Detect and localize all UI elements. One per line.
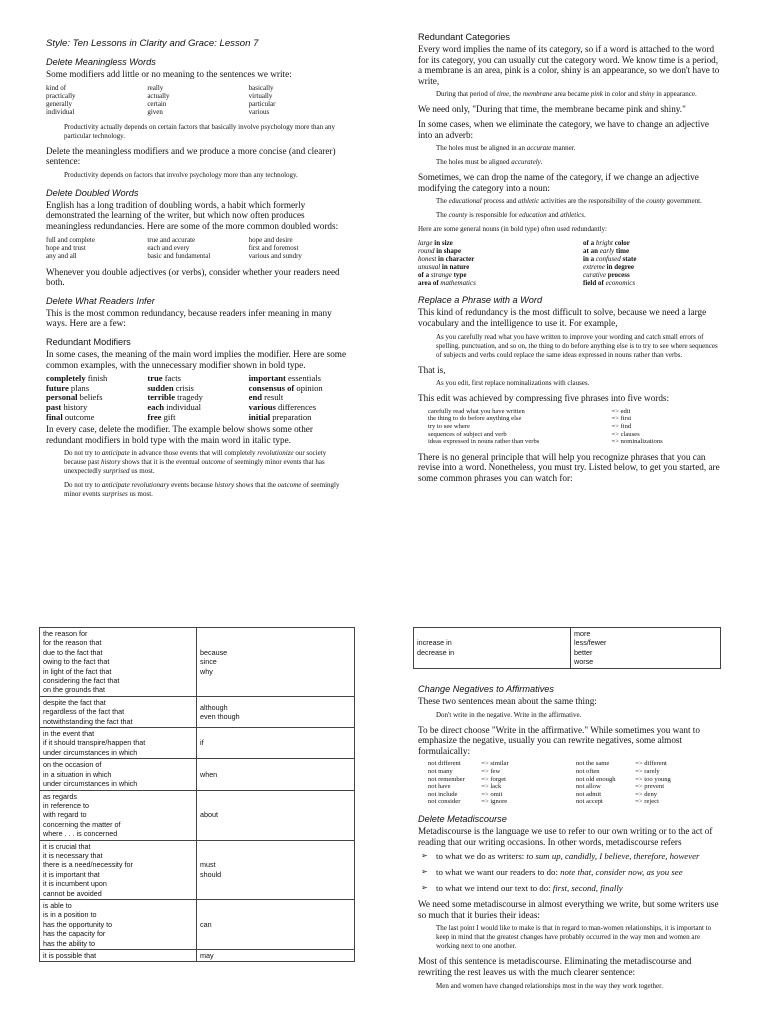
table-row: [40, 950, 355, 962]
phrase-long: ideas expressed in nouns rather than verbs: [428, 438, 540, 446]
phrase-line: has the opportunity to: [43, 919, 113, 929]
replacement-word: if: [200, 738, 204, 748]
heading-negatives: Change Negatives to Affirmatives: [418, 684, 555, 694]
phrase-short: => first: [611, 415, 632, 423]
meaningless-example-revised: Productivity depends on factors that involve psychology more than any technology.: [64, 170, 298, 179]
replacement-cell: [197, 728, 355, 759]
doubled-pair: first and foremost: [248, 243, 299, 252]
meaningless-word: particular: [248, 99, 276, 108]
bullet-item: ➢ to what we intend our text to do: first, second, finally: [421, 883, 623, 894]
phrase-line: it is crucial that: [43, 841, 91, 851]
noun-bold: process: [605, 271, 630, 280]
replacement-word: about: [200, 810, 218, 820]
modifier-bold: free: [147, 411, 162, 422]
phrase-line: in reference to: [43, 800, 89, 810]
categories-example-3: The holes must be aligned accurately.: [436, 158, 543, 167]
negative-cell: not accept: [575, 798, 603, 806]
phrase-line: under circumstances in which: [43, 747, 138, 757]
phrase-table-left: [39, 627, 355, 962]
phrase-line: for the reason that: [43, 638, 102, 648]
replacement-cell: [197, 790, 355, 840]
noun-bold: area of: [418, 279, 441, 288]
arrow-bullet-icon: ➢: [421, 883, 428, 893]
noun-bold: type: [451, 271, 467, 280]
meaningless-word: individual: [46, 107, 75, 116]
replacement-word: when: [200, 769, 218, 779]
heading-redundant-modifiers: Redundant Modifiers: [46, 336, 131, 347]
phrase-long: sequences of subject and verb: [428, 430, 507, 438]
phrase-line: on the grounds that: [43, 685, 105, 695]
negative-cell: => similar: [481, 760, 509, 768]
noun-item: [571, 247, 724, 255]
modifier-bold: sudden: [147, 382, 174, 393]
meaningless-word: given: [147, 107, 163, 116]
meaningless-intro: Some modifiers add little or no meaning to the sentences we write:: [46, 69, 292, 79]
modifier-bold: future: [46, 382, 69, 393]
negative-cell: not include: [428, 790, 458, 798]
replacement-cell: [197, 840, 355, 899]
negative-cell: => deny: [635, 790, 658, 798]
replacement-cell: [197, 759, 355, 790]
noun-bold: in size: [432, 239, 453, 248]
table-row: [40, 628, 355, 697]
noun-item: [418, 271, 571, 279]
noun-bold: at an: [583, 247, 600, 256]
modifier-list: [46, 374, 350, 422]
phrase-word-list: [428, 408, 724, 446]
meaningless-word: virtually: [248, 91, 273, 100]
phrase-line: owing to the fact that: [43, 657, 110, 667]
modifiers-intro: In some cases, the meaning of the main word implies the modifier. Here are some common examples, with the unnecessary modifier shown in bold type.: [46, 348, 347, 370]
bullet-item: ➢ to what we want our readers to do: note that, consider now, as you see: [421, 867, 683, 878]
doubled-after: Whenever you double adjectives (or verbs), consider whether your readers need both.: [46, 266, 340, 288]
meaningless-after: Delete the meaningless modifiers and we produce a more concise (and clearer) sentence:: [46, 145, 336, 167]
noun-item: [571, 239, 724, 247]
modifiers-example-2: Do not try to anticipate revolutionary events because history shows that the outcome of seemingly minor events surprises us most.: [64, 481, 340, 499]
phrase-cell: [40, 759, 197, 790]
negative-cell: not often: [575, 767, 600, 775]
table-row: [414, 628, 721, 669]
replace-after-2: There is no general principle that will help you recognize phrases that you can revise into a word. Nonetheless, you must try. Listed below, to get you started, are some common phrases you can watch for:: [418, 451, 720, 483]
phrase-cell: [414, 628, 571, 669]
negatives-intro: These two sentences mean about the same thing:: [418, 696, 597, 706]
modifier-word: history: [61, 401, 88, 412]
meaningless-word: really: [147, 83, 164, 92]
metadiscourse-example-1: The last point I would like to make is that in regard to man-women relationships, it is important to keep in mind that the greatest changes have probably occurred in the way men and women are working next to one another.: [436, 924, 712, 951]
modifier-word: crisis: [173, 382, 194, 393]
heading-replace-phrase: Replace a Phrase with a Word: [418, 295, 543, 306]
modifier-bold: completely: [46, 373, 86, 384]
noun-bold: in shape: [434, 247, 461, 256]
noun-italic: early: [599, 247, 615, 256]
modifier-word: facts: [162, 373, 181, 384]
categories-after-3: Sometimes, we can drop the name of the category, if we change an adjective modifying the category into a noun:: [418, 172, 699, 193]
table-row: [40, 899, 355, 949]
noun-item: [418, 247, 571, 255]
phrase-cell: [40, 628, 197, 697]
doubled-pair: any and all: [46, 251, 77, 260]
modifier-bold: true: [147, 373, 163, 384]
doubled-pair: hope and trust: [46, 243, 86, 252]
negatives-after: To be direct choose "Write in the affirmative." While sometimes you want to emphasize the negative, usually you can rewrite negatives, some almost formulaically:: [418, 724, 700, 756]
replace-that-is: That is,: [418, 364, 446, 375]
negative-cell: => lack: [481, 783, 502, 791]
modifiers-example-1: Do not try to anticipate in advance those events that will completely revolutionize our society because past history shows that it is the eventual outcome of seemingly minor events that has unexpectedly surprised us most.: [64, 449, 327, 476]
modifier-bold: initial: [248, 411, 271, 422]
heading-doubled-words: Delete Doubled Words: [46, 187, 139, 198]
replace-example-2: As you edit, first replace nominalizations with clauses.: [436, 379, 590, 388]
noun-italic: confused: [595, 255, 621, 264]
table-row: [40, 696, 355, 727]
phrase-line: decrease in: [417, 647, 455, 657]
noun-bold: of a: [583, 239, 596, 248]
phrase-line: due to the fact that: [43, 647, 103, 657]
noun-bold: field of: [583, 279, 606, 288]
replacement-word: should: [200, 869, 222, 879]
metadiscourse-example-2: Men and women have changed relationships most in the way they work together.: [436, 981, 663, 990]
replacement-cell: [197, 628, 355, 697]
doubled-pair: basic and fundamental: [147, 251, 211, 260]
noun-bold: in character: [436, 255, 475, 264]
modifier-bold: terrible: [147, 392, 176, 403]
negative-cell: not remember: [428, 775, 465, 783]
phrase-line: concerning the matter of: [43, 819, 121, 829]
negative-cell: not many: [428, 767, 453, 775]
meaningless-word: basically: [248, 83, 274, 92]
heading-meaningless-words: Delete Meaningless Words: [46, 57, 156, 67]
replacement-cell: [197, 950, 355, 962]
phrase-table-right: [413, 627, 721, 669]
replacement-word: more: [574, 629, 591, 638]
noun-italic: round: [418, 247, 435, 256]
noun-item: [418, 263, 571, 271]
doubled-pair: various and sundry: [248, 251, 302, 260]
modifier-item: [249, 413, 350, 423]
phrase-short: => edit: [611, 407, 631, 415]
categories-example-4: The educational process and athletic activities are the responsibility of the county government.: [436, 197, 702, 206]
noun-bold: in a: [583, 255, 596, 264]
noun-bold: time: [614, 247, 630, 256]
phrase-line: has the ability to: [43, 938, 95, 948]
negative-cell: => few: [481, 767, 501, 775]
left-column: [46, 38, 350, 504]
replacement-word: why: [200, 666, 213, 676]
table-row: [40, 759, 355, 790]
modifier-word: essentials: [285, 373, 321, 384]
negatives-list: [428, 760, 724, 806]
modifier-word: plans: [68, 382, 90, 393]
replacement-word: since: [200, 657, 217, 667]
phrase-line: in a situation in which: [43, 769, 112, 779]
negative-cell: not consider: [428, 798, 461, 806]
noun-italic: honest: [418, 255, 437, 264]
meaningless-word: generally: [46, 99, 73, 108]
noun-italic: large: [418, 239, 433, 248]
modifier-word: preparation: [270, 411, 312, 422]
modifier-bold: important: [248, 373, 286, 384]
phrase-line: the reason for: [43, 629, 88, 638]
meaningless-word: kind of: [46, 83, 67, 92]
negative-cell: not have: [428, 783, 451, 791]
categories-after-2: In some cases, when we eliminate the category, we have to change an adjective into an adverb:: [418, 118, 709, 140]
phrase-line: is in a position to: [43, 910, 97, 920]
replacement-word: less/fewer: [574, 638, 607, 648]
meaningless-word: various: [248, 107, 270, 116]
table-row: [40, 790, 355, 840]
phrase-short: => find: [611, 422, 632, 430]
noun-item: [571, 263, 724, 271]
doubled-word-list: [46, 236, 350, 260]
heading-redundant-categories: Redundant Categories: [418, 32, 510, 42]
arrow-bullet-icon: ➢: [421, 851, 428, 861]
table-row: [40, 840, 355, 899]
noun-bold: color: [612, 239, 630, 248]
document-title: Style: Ten Lessons in Clarity and Grace: Lesson 7: [46, 38, 259, 49]
phrase-long: try to see where: [428, 422, 470, 430]
modifier-bold: final: [46, 411, 63, 422]
doubled-pair: each and every: [147, 243, 190, 252]
categories-example-5: The county is responsible for education and athletics.: [436, 211, 586, 220]
negative-cell: => rarely: [635, 767, 660, 775]
modifier-word: outcome: [62, 411, 95, 422]
replace-after: This edit was achieved by compressing five phrases into five words:: [418, 393, 670, 404]
phrase-line: it is necessary that: [43, 850, 103, 860]
negative-cell: not allow: [575, 783, 601, 791]
replacement-word: because: [200, 647, 228, 657]
general-nouns-list: [418, 239, 724, 287]
replacement-word: even though: [200, 711, 240, 721]
modifier-bold: personal: [46, 392, 78, 403]
noun-bold: in nature: [440, 263, 470, 272]
phrase-line: with regard to: [43, 810, 87, 820]
phrase-cell: [40, 899, 197, 949]
replacement-word: worse: [574, 657, 594, 667]
phrase-cell: [40, 950, 197, 962]
noun-item: [418, 239, 571, 247]
noun-italic: strange: [430, 271, 452, 280]
heading-metadiscourse: Delete Metadiscourse: [418, 813, 507, 824]
modifier-word: differences: [275, 401, 317, 412]
phrase-line: notwithstanding the fact that: [43, 716, 133, 726]
replacement-word: better: [574, 647, 593, 657]
noun-italic: economics: [605, 279, 636, 288]
negative-cell: => reject: [635, 798, 659, 806]
replace-example-1: As you carefully read what you have written to improve your wording and catch small errors of spelling, punctuation, and so on, the thing to do before anything else is to try to see where sequences of subjects and verbs could replace the same ideas expressed in nouns rather than verbs.: [436, 332, 718, 359]
replacement-cell: [571, 628, 721, 669]
metadiscourse-bullets: [418, 851, 724, 893]
negative-cell: => ignore: [481, 798, 508, 806]
phrase-line: has the capacity for: [43, 929, 106, 939]
noun-italic: bright: [595, 239, 613, 248]
modifier-bold: consensus of: [248, 382, 295, 393]
negative-cell: not admit: [575, 790, 602, 798]
modifier-word: result: [262, 392, 284, 403]
phrase-cell: [40, 696, 197, 727]
replacement-word: may: [200, 951, 214, 960]
phrase-line: cannot be avoided: [43, 888, 102, 898]
meaningless-word: actually: [147, 91, 170, 100]
noun-italic: mathematics: [440, 279, 476, 288]
modifier-word: finish: [85, 373, 108, 384]
noun-item: [571, 279, 724, 287]
meaningless-word: certain: [147, 99, 167, 108]
modifier-word: gift: [161, 411, 176, 422]
modifiers-after: In every case, delete the modifier. The example below shows some other redundant modifiers in bold type with the main word in italic type.: [46, 424, 313, 445]
negative-cell: => omit: [481, 790, 503, 798]
phrase-line: where . . . is concerned: [43, 829, 118, 839]
noun-italic: extreme: [583, 263, 605, 272]
negative-cell: => too young: [635, 775, 671, 783]
negative-cell: => forget: [481, 775, 506, 783]
doubled-pair: full and complete: [46, 235, 95, 244]
infer-intro: This is the most common redundancy, because readers infer meaning in many ways. Here are a few:: [46, 307, 332, 329]
noun-item: [418, 279, 571, 287]
arrow-bullet-icon: ➢: [421, 867, 428, 877]
replacement-cell: [197, 696, 355, 727]
phrase-line: increase in: [417, 638, 452, 648]
phrase-cell: [40, 790, 197, 840]
modifier-word: opinion: [294, 382, 323, 393]
metadiscourse-intro: Metadiscourse is the language we use to refer to our own writing or to the act of reading that our writing occasions. In other words, metadiscourse refers: [418, 825, 713, 847]
right-column-lower: [418, 684, 724, 996]
noun-italic: curative: [583, 271, 606, 280]
modifier-item: [147, 413, 248, 423]
phrase-line: under circumstances in which: [43, 779, 138, 789]
doubled-pair: true and accurate: [147, 235, 196, 244]
nouns-intro: Here are some general nouns (in bold type) often used redundantly:: [418, 225, 607, 234]
meaningless-example: Productivity actually depends on certain factors that basically involve psychology more than any particular technology.: [64, 122, 335, 140]
categories-example-2: The holes must be aligned in an accurate manner.: [436, 144, 576, 153]
phrase-line: it is incumbent upon: [43, 879, 107, 889]
right-column: [418, 32, 724, 487]
noun-italic: unusual: [418, 263, 441, 272]
noun-bold: in degree: [604, 263, 634, 272]
replacement-word: can: [200, 919, 212, 929]
heading-readers-infer: Delete What Readers Infer: [46, 295, 155, 306]
modifier-bold: end: [248, 392, 263, 403]
meaningless-word: practically: [46, 91, 76, 100]
categories-intro: Every word implies the name of its category, so if a word is attached to the word for its category, you can usually cut the category word. We know time is a period, a membrane is an area, pink is a color, shiny is an appearance, so we don't have to write,: [418, 44, 720, 86]
noun-item: [571, 255, 724, 263]
modifier-bold: each: [147, 401, 165, 412]
noun-bold: of a: [418, 271, 431, 280]
noun-item: [571, 271, 724, 279]
phrase-line: on the occasion of: [43, 760, 102, 770]
phrase-line: considering the fact that: [43, 676, 120, 686]
modifier-word: beliefs: [77, 392, 103, 403]
noun-bold: state: [620, 255, 637, 264]
bullet-item: ➢ to what we do as writers: to sum up, candidly, I believe, therefore, however: [421, 851, 700, 862]
replacement-cell: [197, 899, 355, 949]
table-row: [40, 728, 355, 759]
metadiscourse-after-2: Most of this sentence is metadiscourse. Eliminating the metadiscourse and rewriting the rest leaves us with the much clearer sentence:: [418, 956, 692, 977]
phrase-short: => nominalizations: [611, 438, 663, 446]
categories-example-1: During that period of time, the membrane area became pink in color and shiny in appearance.: [436, 90, 697, 99]
phrase-cell: [40, 728, 197, 759]
phrase-line: it is important that: [43, 869, 100, 879]
phrase-line: despite the fact that: [43, 697, 106, 707]
doubled-intro: English has a long tradition of doubling words, a habit which formerly demonstrated the learning of the writer, but which now often produces meaningless redundancies. Here are some of the more common doubled words:: [46, 199, 339, 231]
phrase-line: in light of the fact that: [43, 666, 112, 676]
phrase-short: => clauses: [611, 430, 640, 438]
modifier-bold: various: [248, 401, 276, 412]
phrase-line: it is possible that: [43, 951, 97, 960]
phrase-line: there is a need/necessity for: [43, 860, 133, 870]
phrase-line: if it should transpire/happen that: [43, 738, 146, 748]
doubled-pair: hope and desire: [248, 235, 293, 244]
noun-item: [418, 255, 571, 263]
negative-cell: => prevent: [635, 783, 665, 791]
modifier-bold: past: [46, 401, 62, 412]
phrase-long: the thing to do before anything else: [428, 415, 522, 423]
phrase-line: in the event that: [43, 729, 95, 739]
replacement-word: although: [200, 702, 228, 712]
phrase-line: regardless of the fact that: [43, 707, 125, 717]
phrase-line: as regards: [43, 791, 77, 801]
negative-cell: not old enough: [575, 775, 616, 783]
negatives-example: Don't write in the negative. Write in the affirmative.: [436, 710, 582, 719]
categories-after-1: We need only, "During that time, the membrane became pink and shiny.": [418, 104, 686, 115]
negative-cell: not the same: [575, 760, 610, 768]
phrase-long: carefully read what you have written: [428, 407, 525, 415]
modifier-word: individual: [164, 401, 202, 412]
negative-cell: not different: [428, 760, 461, 768]
phrase-cell: [40, 840, 197, 899]
modifier-item: [46, 413, 147, 423]
meaningless-word-list: [46, 84, 350, 116]
modifier-word: tragedy: [175, 392, 203, 403]
replacement-word: must: [200, 860, 216, 870]
metadiscourse-after: We need some metadiscourse in almost everything we write, but some writers use so much that it buries their ideas:: [418, 899, 719, 920]
phrase-line: is able to: [43, 900, 72, 910]
negative-cell: => different: [635, 760, 667, 768]
replace-intro: This kind of redundancy is the most difficult to solve, because we need a large vocabulary and the intelligence to use it. For example,: [418, 307, 707, 328]
